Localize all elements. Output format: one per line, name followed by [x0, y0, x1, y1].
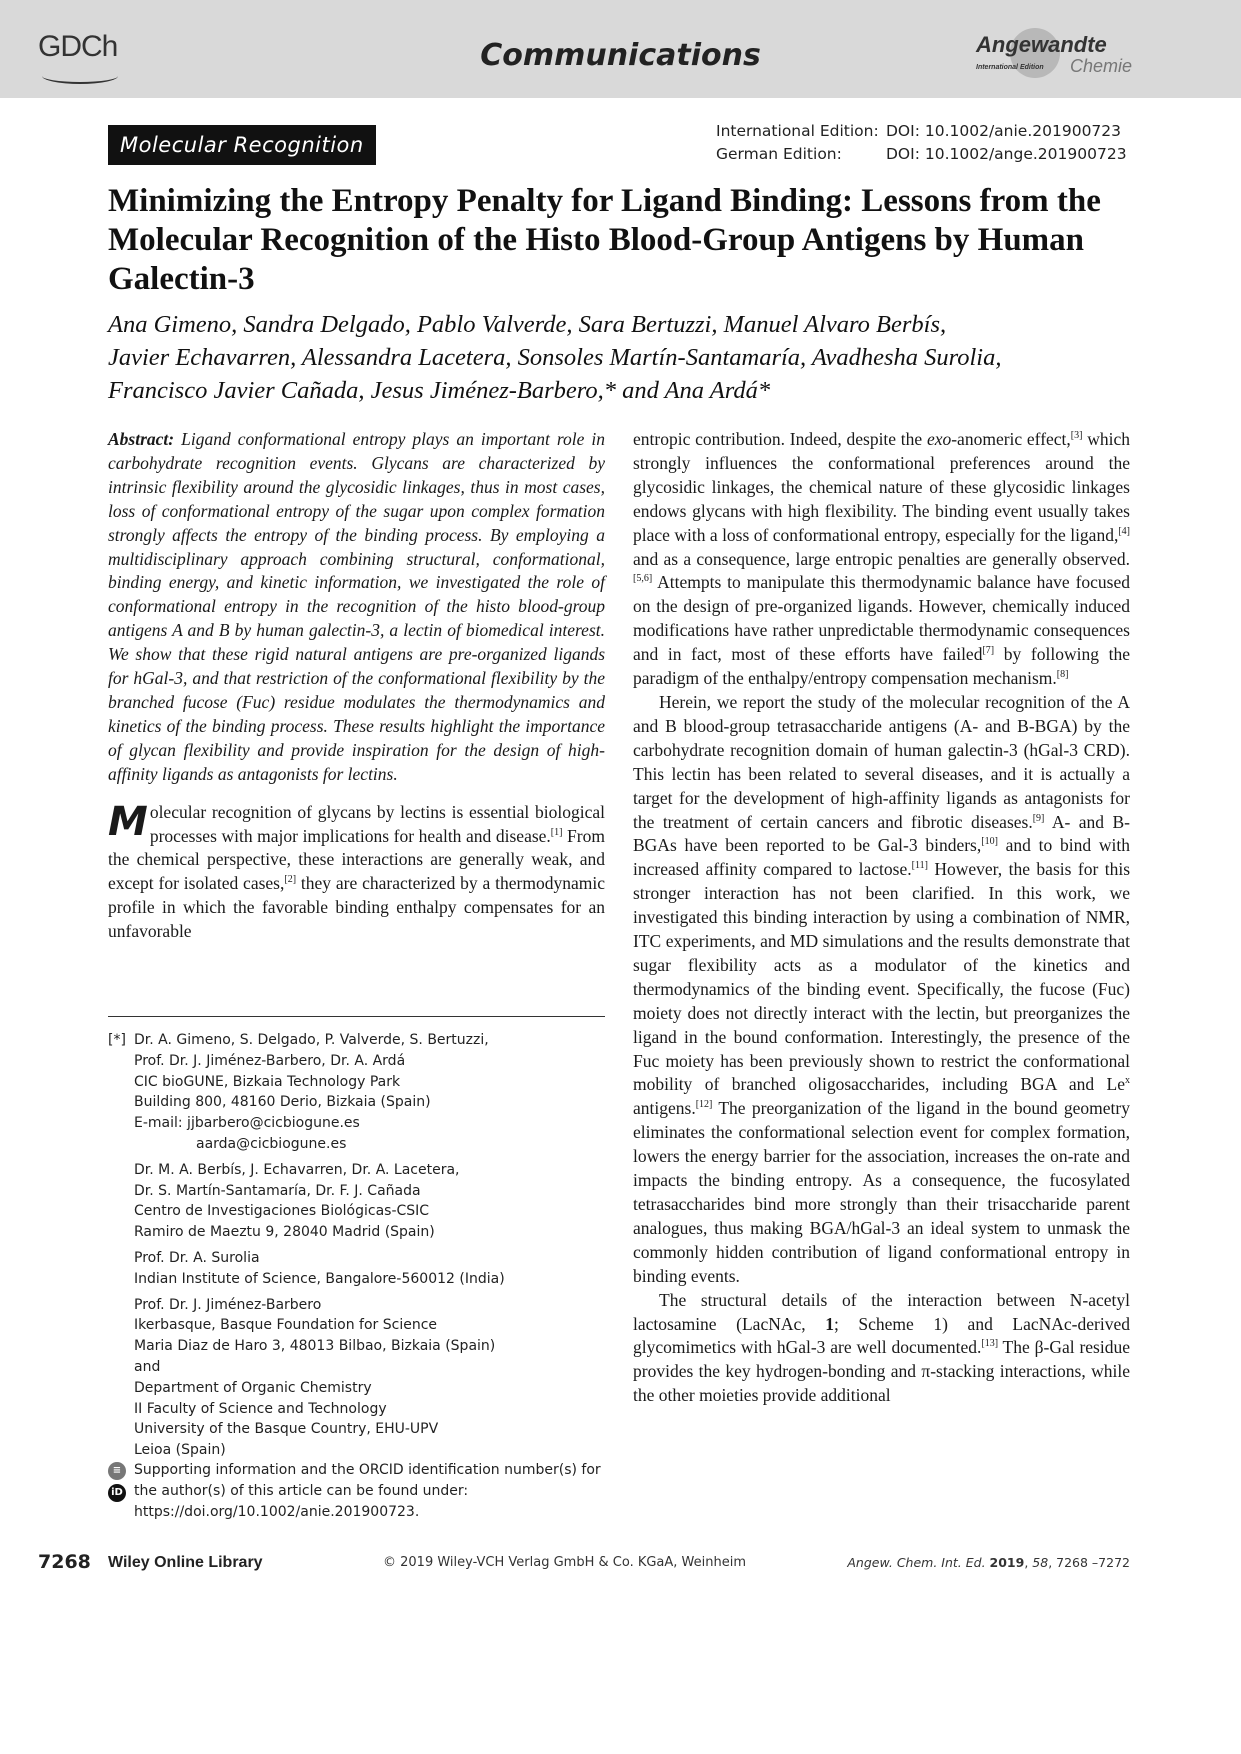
- intro-paragraph: [108, 798, 605, 944]
- affiliations: [108, 1030, 605, 1461]
- reference-citation[interactable]: [9]: [1032, 812, 1045, 824]
- citation-pages: 7268 –7272: [1056, 1555, 1130, 1570]
- reference-citation[interactable]: [7]: [982, 645, 995, 657]
- affiliation-line: CIC bioGUNE, Bizkaia Technology Park: [134, 1073, 401, 1090]
- reference-citation[interactable]: x: [1125, 1075, 1130, 1087]
- author-line: Javier Echavarren, Alessandra Lacetera, Sonsoles Martín-Santamaría, Avadhesha Surolia,: [108, 344, 1002, 371]
- body-paragraph: The structural details of the interaction between N-acetyl lactosamine (LacNAc, 1; Scheme 1) and LacNAc-derived glycomimetics with hGal-3 are well documented.[13] The β-Gal residue provides the key hydrogen-bonding and π-stacking interactions, while the other moieties provide additional: [633, 1289, 1130, 1406]
- affiliation-groups: [134, 1030, 605, 1461]
- body-paragraph: Herein, we report the study of the molecular recognition of the A and B blood-group tetrasaccharide antigens (A- and B-BGA) by the carbohydrate recognition domain of human galectin-3 (hGal-3 CRD). This lectin has been related to several diseases, and it is actually a target for the development of high-affinity ligands as antagonists for the treatment of certain cancers and fibrotic diseases.[9] A- and B-BGAs have been reported to be Gal-3 binders,[10] and to bind with increased affinity compared to lactose.[11] However, the basis for this stronger interaction has not been clarified. In this work, we investigated this binding interaction by using a combination of NMR, ITC experiments, and MD simulations and the results demonstrate that sugar flexibility acts as a modulator of the kinetics and thermodynamics of the binding event. Specifically, the fucose (Fuc) moiety does not directly interact with the lectin, but preorganizes the ligand in the bound conformation. Interestingly, the presence of the Fuc moiety has been previously shown to restrict the conformational mobility of branched oligosaccharides, including BGA and Le$^x$ antigens.[12] The preorganization of the ligand in the bound geometry eliminates the conformational selection event for complex formation, lowers the energy barrier for the association, increases the on-rate and impacts the binding entropy. As a consequence, the fucosylated tetrasaccharides bind more strongly than their trisaccharide parent analogues, thus making BGA/hGal-3 an ideal system to unmask the commonly hidden contribution of ligand conformational entropy in binding events.: [633, 691, 1131, 1286]
- reference-citation[interactable]: [3]: [1070, 430, 1083, 442]
- affiliation-line: Department of Organic Chemistry: [134, 1379, 372, 1396]
- doi-link[interactable]: DOI: 10.1002/ange.201900723: [886, 145, 1127, 163]
- affiliation-line: II Faculty of Science and Technology: [134, 1400, 387, 1417]
- drop-cap: M: [108, 798, 148, 845]
- section-heading: Communications: [480, 38, 761, 73]
- doi-row-international: [716, 120, 1127, 143]
- gdch-logo-text: GDCh: [38, 30, 118, 63]
- affiliation-line: Prof. Dr. J. Jiménez-Barbero: [134, 1296, 322, 1313]
- doi-link[interactable]: DOI: 10.1002/anie.201900723: [886, 122, 1122, 140]
- abstract: [108, 428, 605, 787]
- article-category-tag: Molecular Recognition: [108, 125, 376, 165]
- author-list: [108, 308, 1138, 407]
- author-line: Francisco Javier Cañada, Jesus Jiménez-Barbero,* and Ana Ardá*: [108, 377, 771, 404]
- angewandte-logo-edition: International Edition: [976, 64, 1044, 71]
- affiliation-group: [134, 1030, 605, 1155]
- affiliation-line: Dr. M. A. Berbís, J. Echavarren, Dr. A. Lacetera,: [134, 1161, 460, 1178]
- reference-citation[interactable]: [13]: [981, 1338, 999, 1350]
- affiliation-line: Building 800, 48160 Derio, Bizkaia (Spain): [134, 1094, 431, 1111]
- affiliation-line: Prof. Dr. J. Jiménez-Barbero, Dr. A. Ardá: [134, 1052, 406, 1069]
- angewandte-logo: [970, 26, 1133, 82]
- affiliation-line: Dr. A. Gimeno, S. Delgado, P. Valverde, S. Bertuzzi,: [134, 1032, 489, 1048]
- citation: Angew. Chem. Int. Ed. 2019, 58, 7268 –7272: [847, 1555, 1130, 1570]
- reference-citation[interactable]: [1]: [550, 826, 563, 838]
- reference-citation[interactable]: [4]: [1118, 525, 1130, 537]
- supporting-line: the author(s) of this article can be found under:: [134, 1482, 469, 1499]
- article-title: Minimizing the Entropy Penalty for Ligand Binding: Lessons from the Molecular Recognition of the Histo Blood-Group Antigens by Human Galectin-3: [108, 183, 1101, 297]
- reference-citation[interactable]: [10]: [981, 836, 998, 848]
- angewandte-logo-main: Angewandte: [976, 32, 1107, 57]
- affiliation-marker: [*]: [108, 1032, 126, 1048]
- doi-block: [716, 120, 1127, 166]
- affiliation-line: Maria Diaz de Haro 3, 48013 Bilbao, Bizkaia (Spain): [134, 1338, 496, 1355]
- affiliation-line: Ramiro de Maeztu 9, 28040 Madrid (Spain): [134, 1224, 435, 1241]
- affiliation-line: and: [134, 1358, 161, 1375]
- right-column: [633, 428, 1130, 1408]
- affiliation-line: University of the Basque Country, EHU-UPV: [134, 1421, 439, 1438]
- copyright-notice: © 2019 Wiley-VCH Verlag GmbH & Co. KGaA, Weinheim: [383, 1555, 747, 1570]
- abstract-text: Ligand conformational entropy plays an important role in carbohydrate recognition events. Glycans are characterized by intrinsic flexibility around the glycosidic linkages, thus in most cases, loss of conformational entropy of the sugar upon complex formation strongly affects the entropy of the binding process. By employing a multidisciplinary approach combining structural, conformational, binding energy, and kinetic information, we investigated the role of conformational entropy in the recognition of the histo blood-group antigens A and B by human galectin-3, a lectin of biomedical interest. We show that these rigid natural antigens are pre-organized ligands for hGal-3, and that restriction of the conformational flexibility by the branched fucose (Fuc) residue modulates the thermodynamics and kinetics of the binding process. These results highlight the importance of glycan flexibility and provide inspiration for the design of high-affinity ligands as antagonists for lectins.: [108, 429, 605, 784]
- page-header: [0, 0, 1241, 98]
- footnote-divider: [108, 1016, 605, 1017]
- affiliation-line: Ikerbasque, Basque Foundation for Science: [134, 1317, 438, 1334]
- reference-citation[interactable]: [5,6]: [633, 573, 653, 585]
- email-line[interactable]: E-mail: jjbarbero@cicbiogune.es: [134, 1115, 360, 1132]
- affiliation-line: Leioa (Spain): [134, 1442, 226, 1459]
- supporting-information: [108, 1460, 605, 1522]
- angewandte-logo-sub: Chemie: [1070, 56, 1133, 76]
- doi-row-german: [716, 143, 1127, 166]
- citation-journal: Angew. Chem. Int. Ed.: [847, 1555, 986, 1570]
- reference-citation[interactable]: [12]: [695, 1099, 713, 1111]
- page-number: 7268: [38, 1551, 91, 1573]
- doi-edition-label: International Edition:: [716, 122, 879, 140]
- author-line: Ana Gimeno, Sandra Delgado, Pablo Valverde, Sara Bertuzzi, Manuel Alvaro Berbís,: [108, 311, 947, 338]
- email-line[interactable]: aarda@cicbiogune.es: [196, 1135, 347, 1152]
- orcid-icon[interactable]: iD: [108, 1484, 126, 1502]
- citation-year: 2019: [989, 1555, 1025, 1570]
- affiliation-group: [134, 1160, 605, 1243]
- citation-volume: 58: [1032, 1555, 1049, 1570]
- left-column: [108, 428, 605, 944]
- affiliation-line: Indian Institute of Science, Bangalore-560012 (India): [134, 1270, 505, 1287]
- supporting-text: [134, 1460, 605, 1522]
- body-paragraph: entropic contribution. Indeed, despite the exo-anomeric effect,[3] which strongly influences the conformational preferences around the glycosidic linkages, the chemical nature of these glycosidic linkages endows glycans with high flexibility. The binding event usually takes place with a loss of conformational entropy, especially for the ligand,[4] and as a consequence, large entropic penalties are generally observed.[5,6] Attempts to manipulate this thermodynamic balance have focused on the design of pre-organized ligands. However, chemically induced modifications have rather unpredictable thermodynamic consequences and in fact, most of these efforts have failed[7] by following the paradigm of the enthalpy/entropy compensation mechanism.[8]: [633, 429, 1130, 689]
- doi-edition-label: German Edition:: [716, 145, 842, 163]
- italic-term: exo: [926, 429, 952, 449]
- reference-citation[interactable]: [11]: [911, 860, 928, 872]
- wiley-online-library-link[interactable]: Wiley Online Library: [108, 1554, 263, 1571]
- affiliation-line: Prof. Dr. A. Surolia: [134, 1249, 260, 1266]
- affiliation-line: Centro de Investigaciones Biológicas-CSIC: [134, 1203, 430, 1220]
- supporting-link[interactable]: https://doi.org/10.1002/anie.201900723.: [134, 1503, 420, 1520]
- document-icon: ≡: [108, 1462, 126, 1480]
- affiliation-line: Dr. S. Martín-Santamaría, Dr. F. J. Cañada: [134, 1182, 421, 1199]
- reference-citation[interactable]: [2]: [284, 874, 297, 886]
- compound-number: 1: [825, 1313, 834, 1334]
- abstract-label: Abstract:: [108, 429, 175, 449]
- supporting-icons: [108, 1462, 128, 1506]
- reference-citation[interactable]: [8]: [1056, 669, 1069, 681]
- intro-text: olecular recognition of glycans by lectins is essential biological processes with major implications for health and disease.[1] From the chemical perspective, these interactions are generally weak, and except for isolated cases,[2] they are characterized by a thermodynamic profile in which the favorable binding enthalpy compensates for an unfavorable: [108, 801, 605, 942]
- affiliation-group: [134, 1295, 605, 1461]
- affiliation-group: [134, 1248, 605, 1290]
- supporting-line: Supporting information and the ORCID identification number(s) for: [134, 1462, 601, 1478]
